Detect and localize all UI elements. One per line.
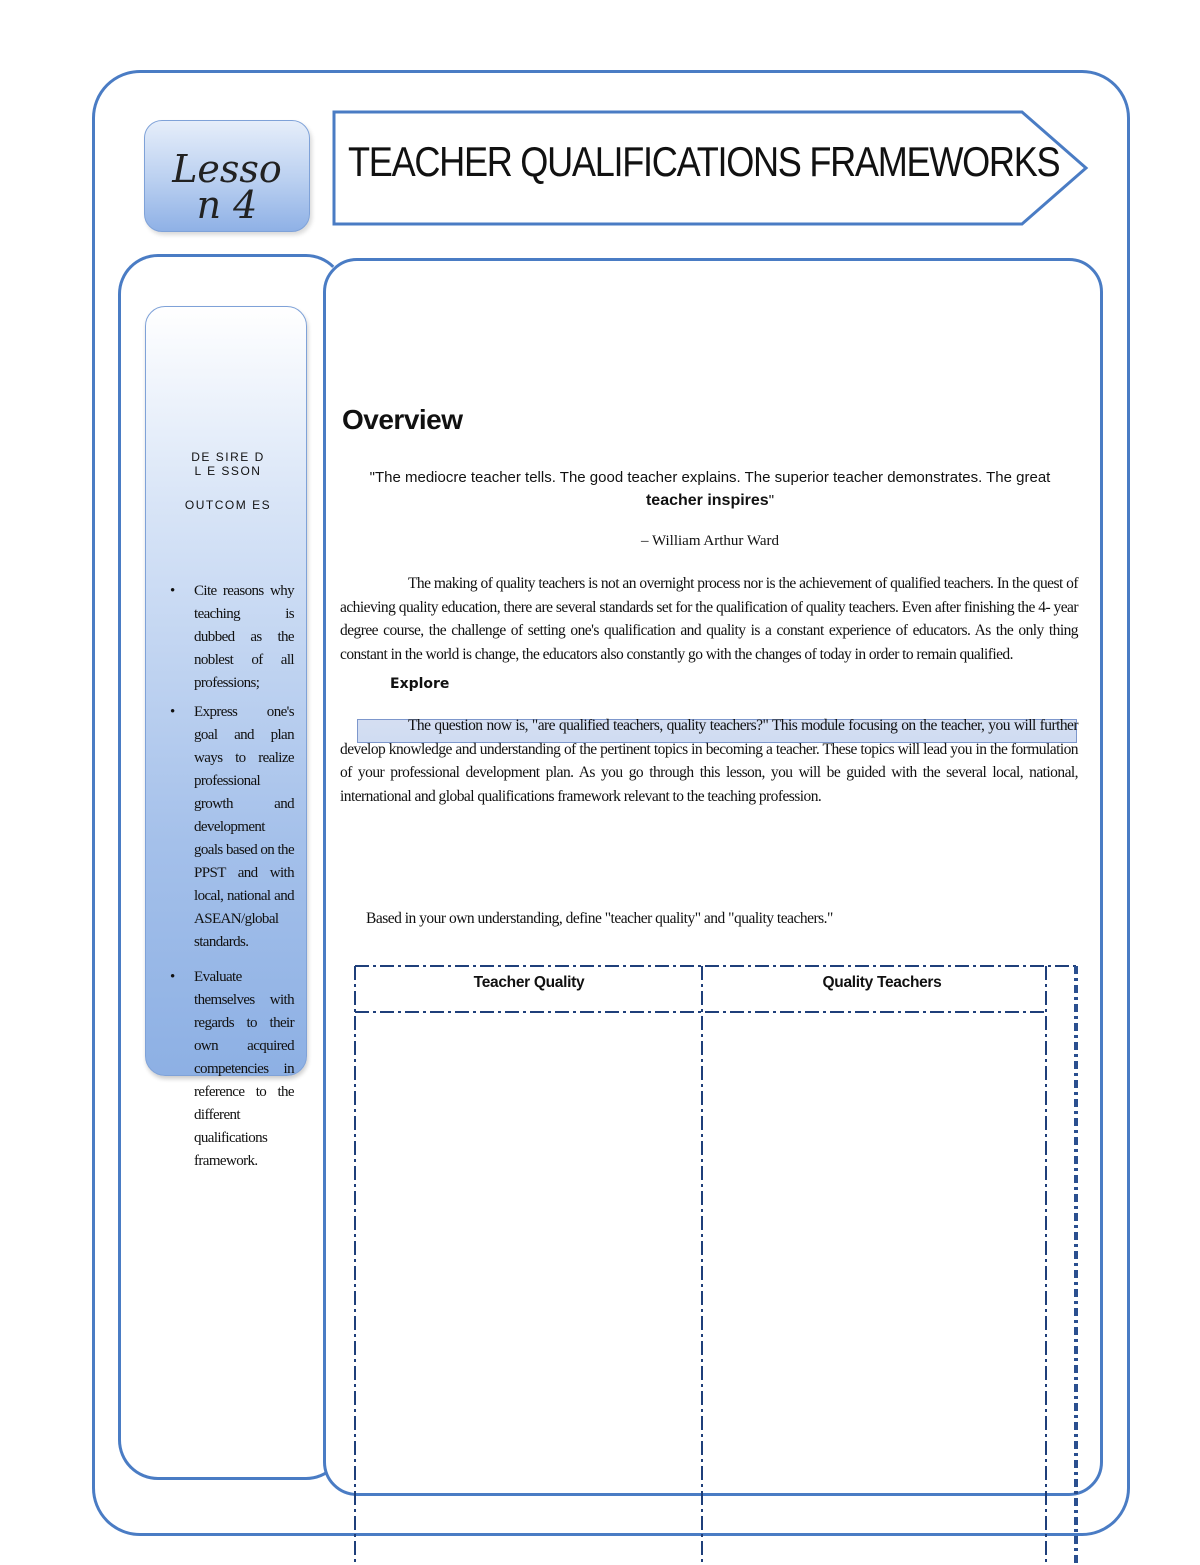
quote <box>360 466 1060 512</box>
quote-text: "The mediocre teacher tells. The good teacher explains. The superior teacher demonstrates. The great <box>369 469 1051 486</box>
outcomes-heading <box>180 450 276 512</box>
quote-author: – William Arthur Ward <box>640 533 780 549</box>
lesson-badge-line2: n 4 <box>196 183 258 227</box>
page-title: TEACHER QUALIFICATIONS FRAMEWORKS <box>348 138 1060 185</box>
explore-label: Explore <box>390 676 450 692</box>
lesson-number-badge <box>144 120 310 232</box>
outcomes-list <box>170 580 294 1179</box>
activity-prompt: Based in your own understanding, define "teacher quality" and "quality teachers." <box>366 910 833 927</box>
answer-table <box>354 965 1080 1565</box>
outcomes-heading-line3: OUTCOM ES <box>184 498 272 512</box>
overview-paragraph-1: The making of quality teachers is not an overnight process nor is the achievement of qualified teachers. In the quest of achieving quality education, there are several standards set for the qualification of quality teachers. Even after finishing the 4- year degree course, the challenge of setting one's qualification and quality is a constant experience of educators. As the only thing constant in the world is change, the educators also constantly go with the changes of today in order to remain qualified. <box>340 575 1078 663</box>
column-header-quality-teachers: Quality Teachers <box>822 974 942 991</box>
outcome-item: • Express one's goal and plan ways to realize professional growth and development goals based on the PPST and with local, national and ASEAN/global standards. <box>170 701 294 954</box>
outcomes-heading-line1: DE SIRE D <box>191 450 265 464</box>
overview-paragraph-2: The question now is, "are qualified teachers, quality teachers?" This module focusing on the teacher, you will further develop knowledge and understanding of the pertinent topics in becoming a teacher. These topics will lead you in the formulation of your professional development plan. As you go through this lesson, you will be guided with the several local, national, international and global qualifications framework relevant to the teaching profession. <box>340 717 1078 805</box>
outcome-item: • Evaluate themselves with regards to their own acquired competencies in reference to the different qualifications framework. <box>170 966 294 1173</box>
outcome-item: • Cite reasons why teaching is dubbed as the noblest of all professions; <box>170 580 294 695</box>
lesson-badge-line1: Lesso <box>172 147 282 191</box>
quote-bold: teacher inspires <box>645 492 769 509</box>
outcomes-heading-line2: L E SSON <box>194 464 262 478</box>
column-header-teacher-quality: Teacher Quality <box>473 974 585 991</box>
quote-end: " <box>768 492 775 509</box>
overview-heading: Overview <box>342 404 463 435</box>
